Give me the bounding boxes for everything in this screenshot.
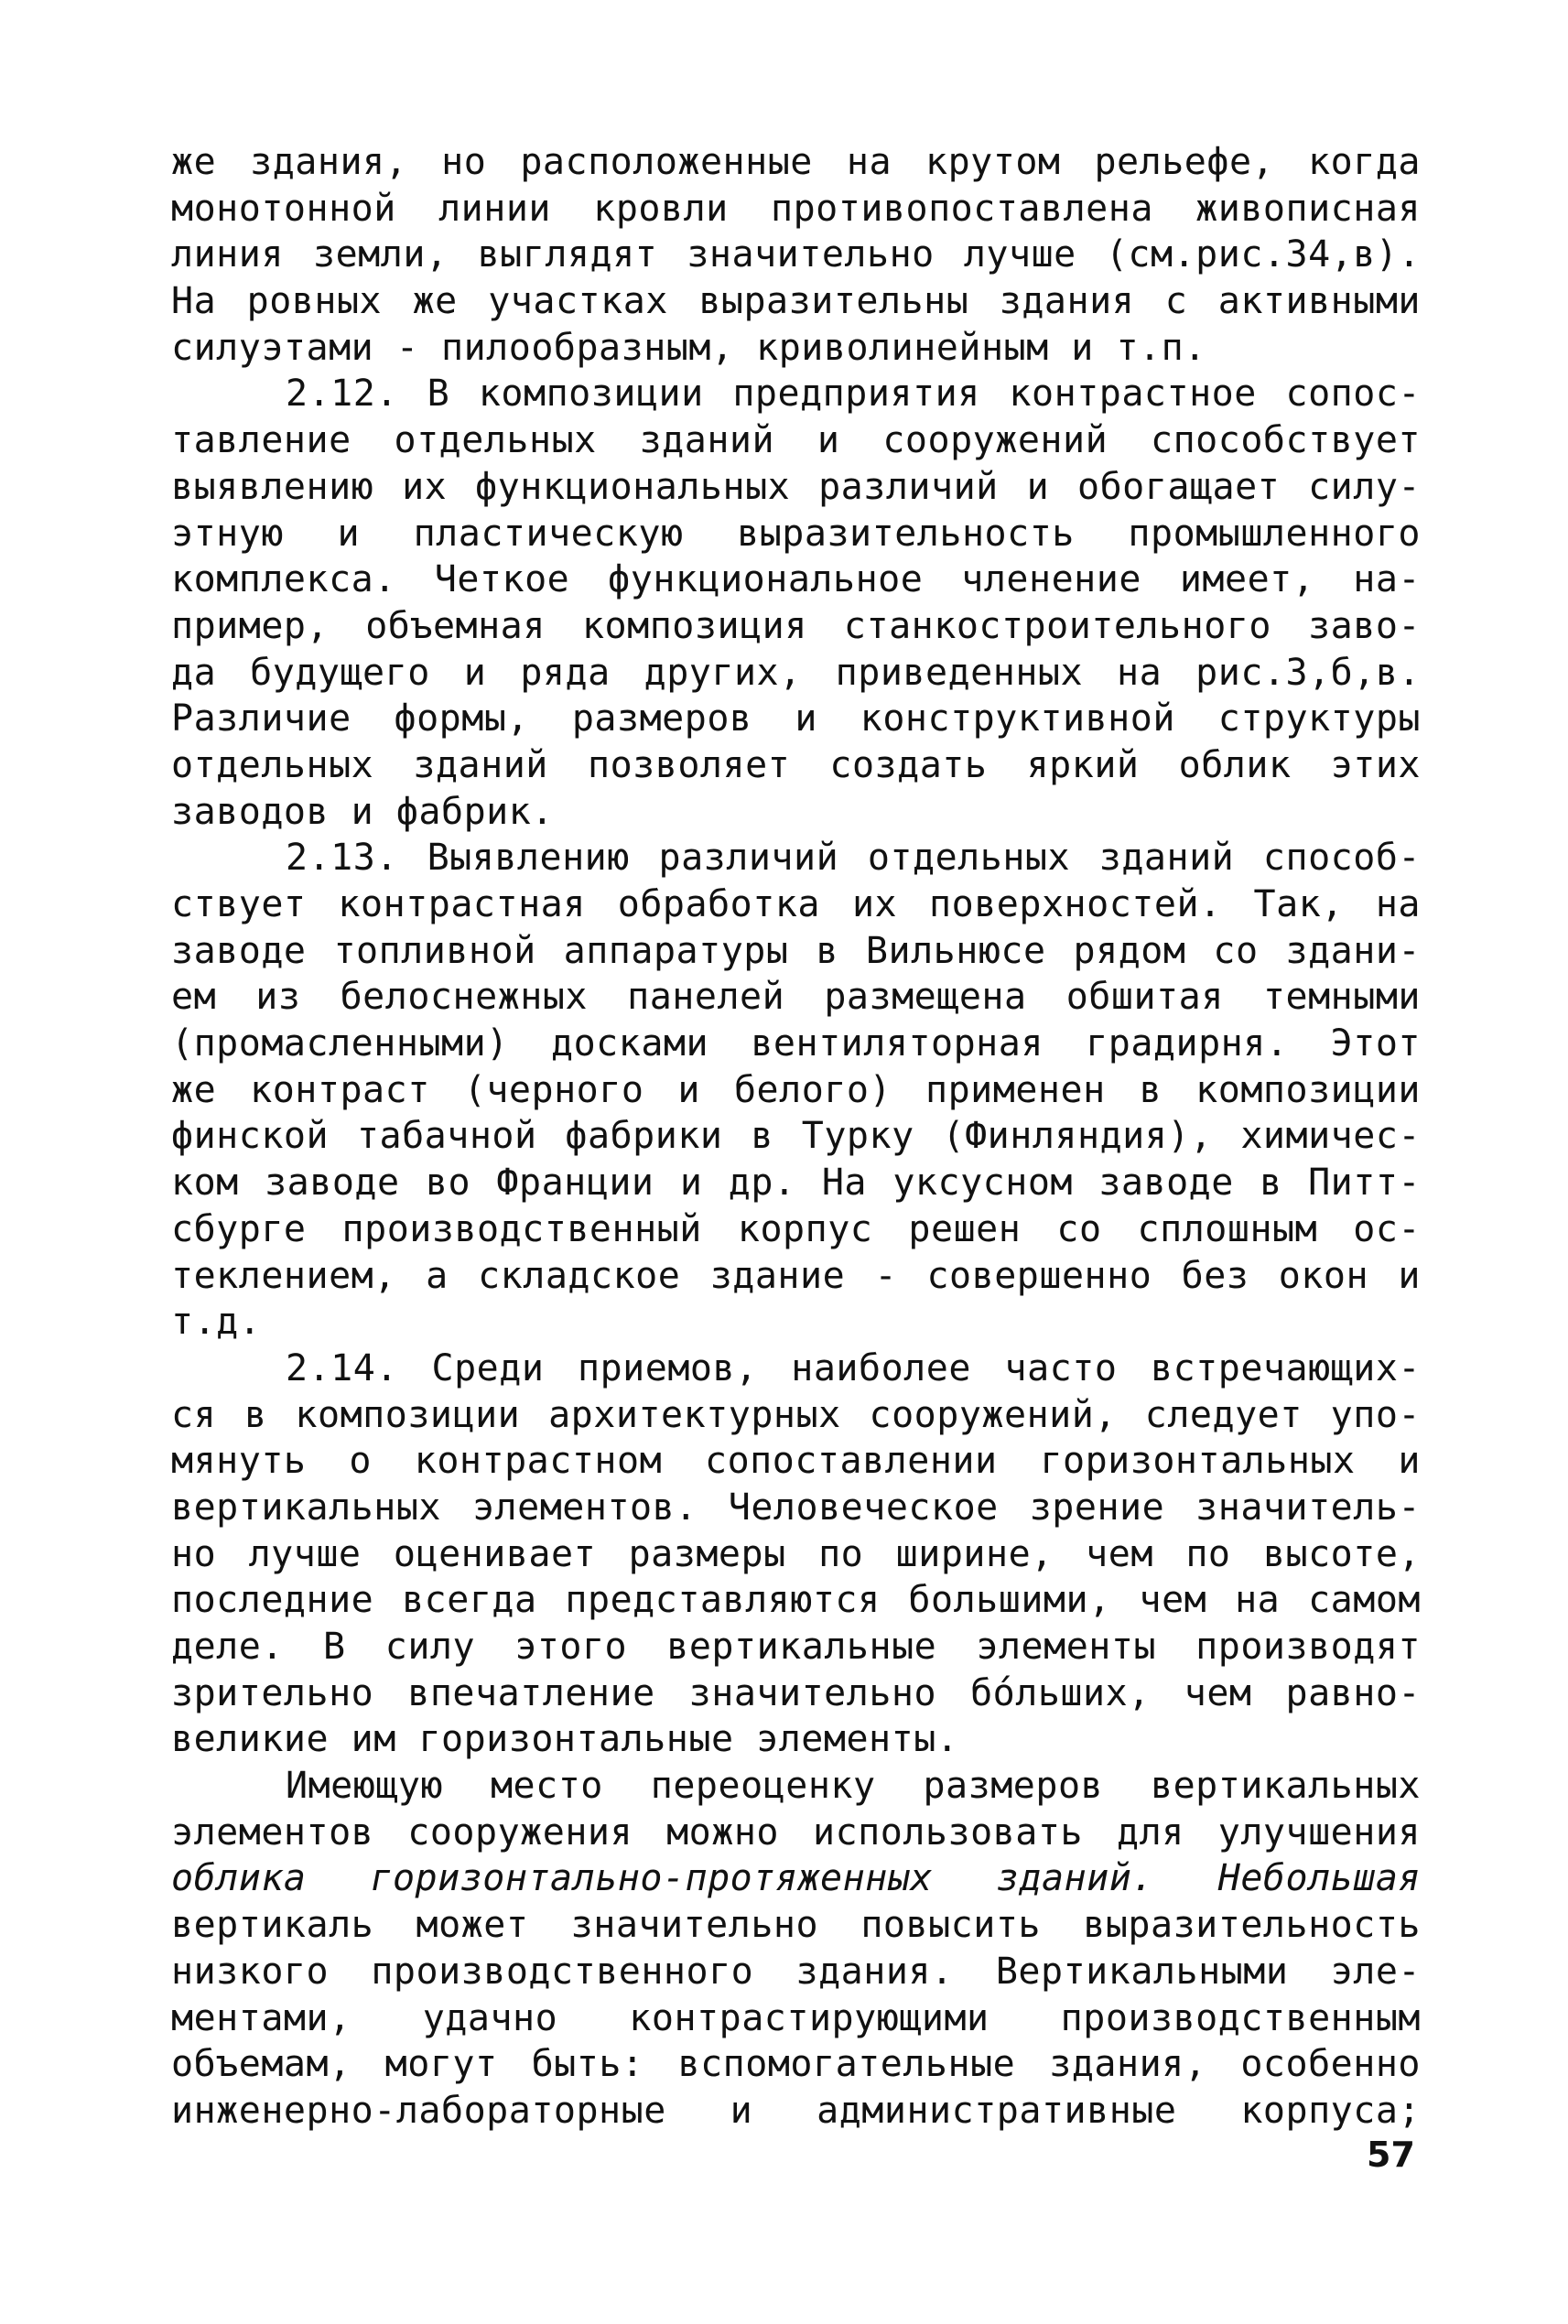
text-line: мянуть о контрастном сопоставлении горизонтальных и <box>171 1440 1421 1483</box>
text-line: зрительно впечатление значительно бо́льших, чем равно- <box>171 1671 1421 1714</box>
text-line: ся в композиции архитектурных сооружений, следует упо- <box>171 1393 1421 1436</box>
text-line: отдельных зданий позволяет создать яркий облик этих <box>171 743 1421 786</box>
text-line: объемам, могут быть: вспомогательные здания, особенно <box>171 2043 1421 2086</box>
text-line: комплекса. Четкое функциональное членение имеет, на- <box>171 558 1421 601</box>
text-line: элементов сооружения можно использовать для улучшения <box>171 1811 1421 1854</box>
text-line: тавление отдельных зданий и сооружений способствует <box>171 419 1421 462</box>
text-line: силуэтами - пилообразным, криволинейным и т.п. <box>171 326 1206 369</box>
text-line: заводе топливной аппаратуры в Вильнюсе рядом со здани- <box>171 929 1421 972</box>
text-line: последние всегда представляются большими, чем на самом <box>171 1579 1421 1622</box>
text-line: заводов и фабрик. <box>171 790 554 833</box>
text-line: ком заводе во Франции и др. На уксусном заводе в Питт- <box>171 1162 1421 1205</box>
paragraph-2-12-start: 2.12. В композиции предприятия контрастное сопос- <box>286 373 1421 416</box>
text-line: же здания, но расположенные на крутом рельефе, когда <box>171 141 1421 183</box>
paragraph-2-14-start: 2.14. Среди приемов, наиболее часто встречающих- <box>286 1346 1421 1389</box>
text-line: линия земли, выглядят значительно лучше (см.рис.34,в). <box>171 233 1421 276</box>
text-line: (промасленными) досками вентиляторная градирня. Этот <box>171 1022 1421 1065</box>
paragraph-vertical-start: Имеющую место переоценку размеров вертикальных <box>286 1765 1421 1808</box>
text-line: этную и пластическую выразительность промышленного <box>171 512 1421 555</box>
text-line: монотонной линии кровли противопоставлена живописная <box>171 187 1421 230</box>
text-line: ствует контрастная обработка их поверхностей. Так, на <box>171 883 1421 925</box>
text-line: выявлению их функциональных различий и обогащает силу- <box>171 465 1421 508</box>
paragraph-2-13-start: 2.13. Выявлению различий отдельных зданий способ- <box>286 837 1421 880</box>
text-line: вертикаль может значительно повысить выразительность <box>171 1904 1421 1947</box>
text-line: деле. В силу этого вертикальные элементы производят <box>171 1626 1421 1668</box>
text-line: великие им горизонтальные элементы. <box>171 1718 959 1761</box>
text-line: же контраст (черного и белого) применен в композиции <box>171 1068 1421 1111</box>
text-line: т.д. <box>171 1301 262 1344</box>
text-line-italic: облика горизонтально-протяженных зданий. Небольшая <box>171 1857 1421 1900</box>
text-line: теклением, а складское здание - совершенно без окон и <box>171 1254 1421 1297</box>
text-line: пример, объемная композиция станкостроительного заво- <box>171 604 1421 647</box>
text-line: инженерно-лабораторные и административные корпуса; <box>171 2089 1421 2132</box>
text-line: вертикальных элементов. Человеческое зрение значитель- <box>171 1486 1421 1529</box>
text-line: ментами, удачно контрастирующими производственным <box>171 1996 1421 2039</box>
text-line: низкого производственного здания. Вертикальными эле- <box>171 1950 1421 1993</box>
text-line: но лучше оценивает размеры по ширине, чем по высоте, <box>171 1532 1421 1575</box>
page-number: 57 <box>1367 2135 1415 2175</box>
text-line: финской табачной фабрики в Турку (Финляндия), химичес- <box>171 1115 1421 1158</box>
text-line: Различие формы, размеров и конструктивной структуры <box>171 697 1421 740</box>
text-line: На ровных же участках выразительны здания с активными <box>171 280 1421 323</box>
text-line: сбурге производственный корпус решен со сплошным ос- <box>171 1207 1421 1250</box>
page-text <box>171 139 1421 2135</box>
text-line: да будущего и ряда других, приведенных на рис.3,б,в. <box>171 651 1421 694</box>
text-line: ем из белоснежных панелей размещена обшитая темными <box>171 976 1421 1019</box>
